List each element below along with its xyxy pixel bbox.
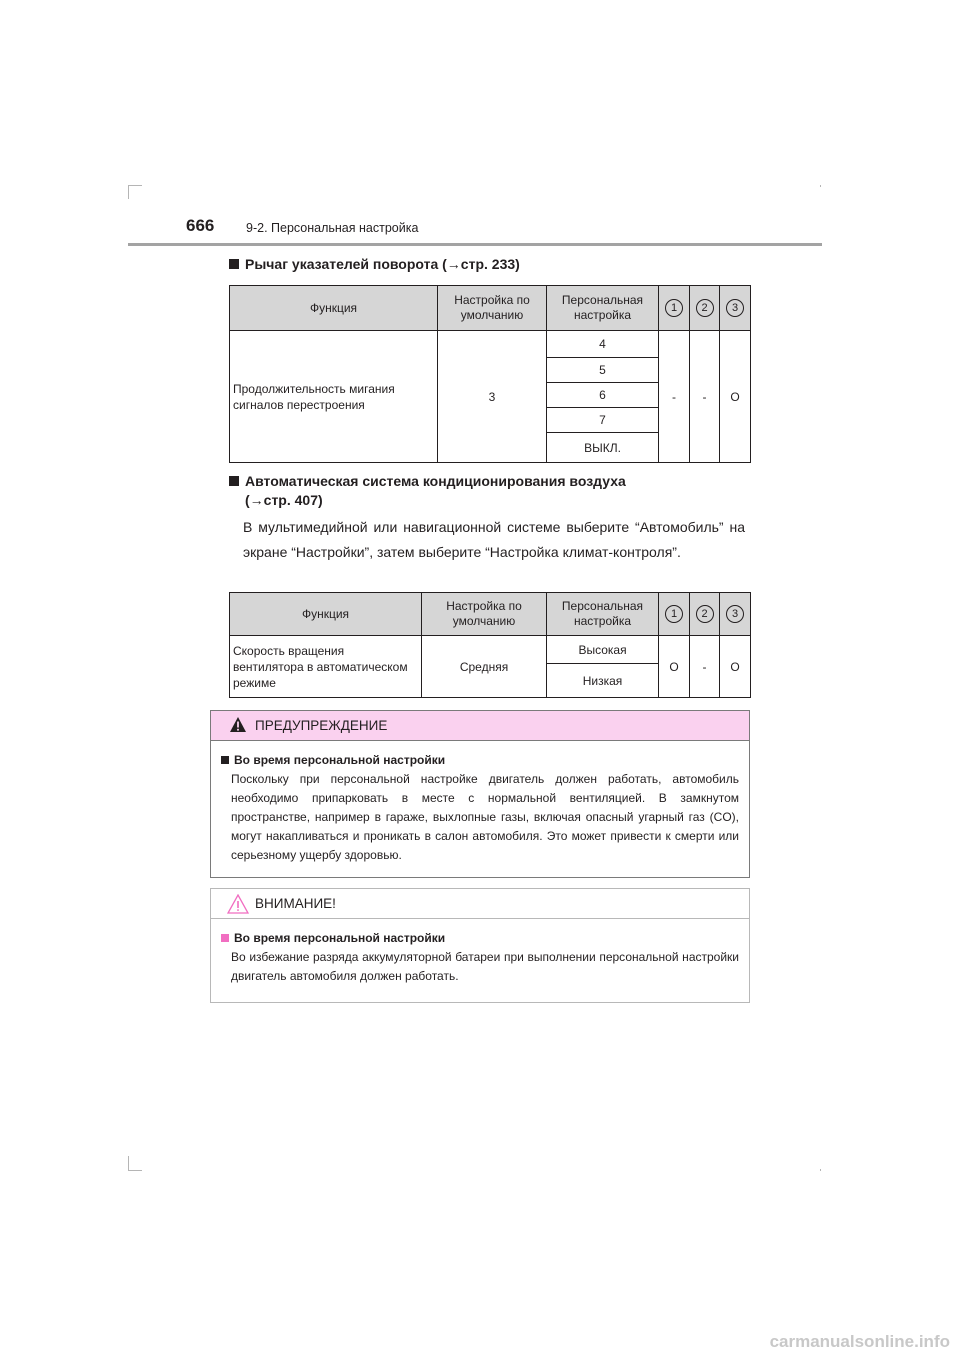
climate-table (229, 592, 751, 698)
crop-mark-bottom-left-v (128, 1156, 129, 1170)
crop-mark-bottom-right (820, 1169, 821, 1171)
caution-content (211, 919, 749, 998)
instruction-paragraph: В мультимедийной или навигационной системе выберите “Автомобиль” на экране “Настройки”, затем выберите “Настройка климат-контроля”. (243, 519, 745, 560)
function-cell: Скорость вращения вентилятора в автоматическом режиме (230, 636, 422, 698)
table-header-row (230, 286, 751, 331)
header-col-1 (659, 286, 690, 331)
watermark: carmanualsonline.info (769, 1332, 950, 1351)
square-bullet-icon (229, 259, 239, 269)
option-cell: 6 (547, 383, 659, 408)
option-cell: Высокая (547, 636, 659, 664)
warning-text: Поскольку при персональной настройке двигатель должен работать, автомобиль необходимо припарковать в месте с нормальной вентиляцией. В замкнутом пространстве, например в гараже, выхлопные газы, включая опасный угарный газ (CO), могут накапливаться и проникать в салон автомобиля. Это может привести к смерти или серьезному ущербу здоровью. (231, 772, 739, 862)
header-function: Функция (230, 286, 438, 331)
option-cell: 4 (547, 331, 659, 358)
header-col-2 (690, 286, 720, 331)
crop-mark-bottom-left-h (128, 1170, 142, 1171)
col3-cell: O (720, 636, 751, 698)
default-cell: 3 (438, 331, 547, 463)
warning-triangle-icon (229, 716, 247, 733)
circled-number-icon: 1 (665, 605, 683, 623)
section-title: 9-2. Персональная настройка (246, 221, 419, 235)
table-row (230, 636, 751, 664)
header-divider (128, 243, 822, 246)
caution-title: ВНИМАНИЕ! (255, 896, 336, 911)
crop-mark-top-right (820, 185, 821, 187)
table-row (230, 331, 751, 358)
header-col-1 (659, 593, 690, 636)
header-default: Настройка по умолчанию (422, 593, 547, 636)
caution-header (211, 889, 749, 919)
option-cell: 5 (547, 358, 659, 383)
header-col-2 (690, 593, 720, 636)
square-bullet-icon (221, 934, 229, 942)
col1-cell: O (659, 636, 690, 698)
option-cell: 7 (547, 408, 659, 433)
col3-cell: O (720, 331, 751, 463)
crop-mark-top-left-v (128, 185, 129, 199)
default-cell: Средняя (422, 636, 547, 698)
square-bullet-icon (221, 756, 229, 764)
caution-triangle-icon (227, 894, 249, 914)
circled-number-icon: 3 (726, 605, 744, 623)
header-col-3 (720, 286, 751, 331)
col1-cell: - (659, 331, 690, 463)
section-heading-turn-signal (229, 256, 520, 272)
warning-title: ПРЕДУПРЕЖДЕНИЕ (255, 718, 388, 733)
col2-cell: - (690, 331, 720, 463)
circled-number-icon: 3 (726, 299, 744, 317)
option-cell: ВЫКЛ. (547, 433, 659, 463)
heading-text: Рычаг указателей поворота (→стр. 233) (245, 256, 520, 272)
option-cell: Низкая (547, 664, 659, 698)
circled-number-icon: 2 (696, 605, 714, 623)
subheading-text: Во время персональной настройки (234, 753, 446, 767)
header-col-3 (720, 593, 751, 636)
warning-subheading (221, 753, 739, 767)
square-bullet-icon (229, 476, 239, 486)
subheading-text: Во время персональной настройки (234, 931, 446, 945)
section-heading-ref: (→стр. 407) (245, 492, 323, 508)
warning-content (211, 741, 749, 877)
crop-mark-top-left-h (128, 185, 142, 186)
col2-cell: - (690, 636, 720, 698)
page-number: 666 (186, 216, 215, 235)
header-default: Настройка по умолчанию (438, 286, 547, 331)
caution-box (210, 888, 750, 1003)
heading-text: Автоматическая система кондиционирования воздуха (245, 473, 626, 489)
caution-subheading (221, 931, 739, 945)
caution-text: Во избежание разряда аккумуляторной батареи при выполнении персональной настройки двигатель автомобиля должен работать. (231, 950, 739, 983)
header-function: Функция (230, 593, 422, 636)
header-personal: Персональная настройка (547, 593, 659, 636)
circled-number-icon: 1 (665, 299, 683, 317)
header-personal: Персональная настройка (547, 286, 659, 331)
section-heading-climate (229, 473, 626, 489)
circled-number-icon: 2 (696, 299, 714, 317)
warning-header (211, 711, 749, 741)
turn-signal-table (229, 285, 751, 463)
table-header-row (230, 593, 751, 636)
function-cell: Продолжительность мигания сигналов перестроения (230, 331, 438, 463)
warning-box (210, 710, 750, 878)
